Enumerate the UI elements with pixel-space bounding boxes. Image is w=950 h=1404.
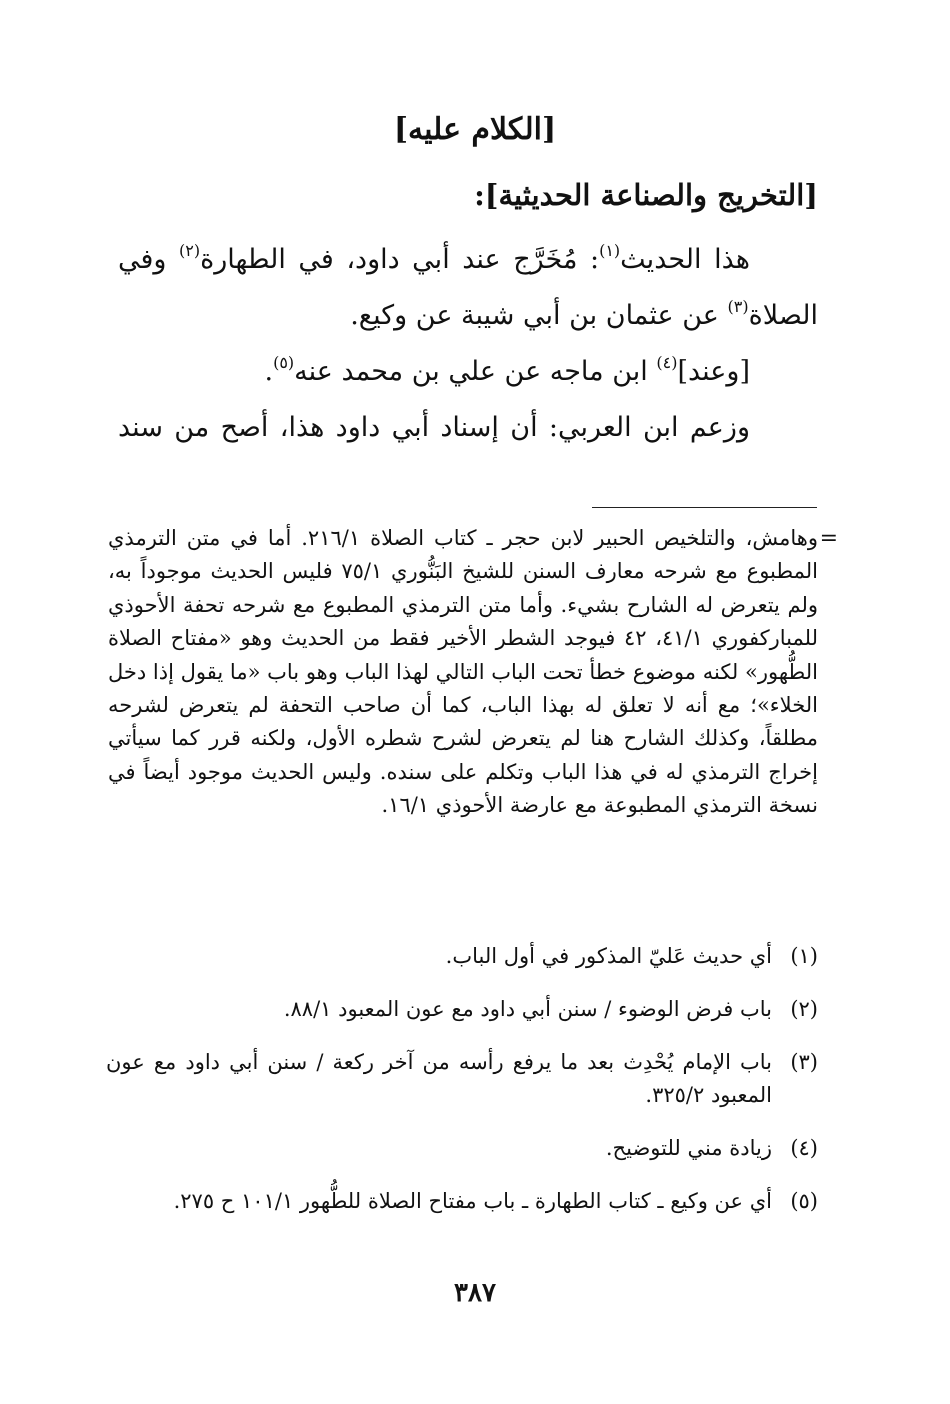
footnotes-list [106,940,818,1238]
p1-text-a: هذا الحديث [620,244,750,275]
footnote-ref-5: (٥) [273,353,295,372]
footnote-ref-3: (٣) [727,297,749,316]
p1-text-b: : مُخَرَّج عند أبي داود، في الطهارة [200,244,600,275]
footnote-text: زيادة مني للتوضيح. [605,1136,772,1160]
main-text [118,232,818,456]
footnote-3 [106,1046,818,1112]
footnote-continuation: وهامش، والتلخيص الحبير لابن حجر ـ كتاب الصلاة ٢١٦/١. أما في متن الترمذي المطبوع مع شرحه معارف السنن للشيخ البَنُّوري ٧٥/١ فليس الحديث موجوداً به، ولم يتعرض له الشارح بشيء. وأما متن الترمذي المطبوع مع شرحه تحفة الأحوذي للمباركفوري ٤١/١، ٤٢ فيوجد الشطر الأخير فقط من الحديث وهو «مفتاح الصلاة الطُّهور» لكنه موضوع خطأ تحت الباب التالي لهذا الباب وهو باب «ما يقول إذا دخل الخلاء»؛ مع أنه لا تعلق له بهذا الباب، كما أن صاحب التحفة لم يتعرض لشرحه مطلقاً، وكذلك الشارح هنا لم يتعرض لشرح شطره الأول، ولكنه قرر كما سيأتي إخراج الترمذي له في هذا الباب وتكلم على سنده. وليس الحديث موجود أيضاً في نسخة الترمذي المطبوعة مع عارضة الأحوذي ١٦/١. [108,526,818,818]
footnote-ref-1: (١) [599,241,621,260]
footnote-1 [106,940,818,973]
footnote-divider [592,507,817,508]
footnote-number: (٥) [790,1189,818,1213]
footnote-5 [106,1185,818,1218]
footnote-number: (٣) [790,1050,818,1074]
p2-text-a: [وعند] [677,356,750,387]
footnote-text: أي حديث عَليّ المذكور في أول الباب. [445,944,772,968]
footnote-number: (١) [790,944,818,968]
footnote-4 [106,1132,818,1165]
paragraph-3: وزعم ابن العربي: أن إسناد أبي داود هذا، أصح من سند [118,412,750,443]
footnote-2 [106,993,818,1026]
footnote-text: باب فرض الوضوء / سنن أبي داود مع عون المعبود ٨٨/١. [283,997,772,1021]
page-number: ٣٨٧ [454,1278,496,1308]
p1-text-c: وفي الصلاة [118,244,818,331]
paragraph-2 [118,344,818,400]
section-title: [الكلام عليه] [393,112,557,147]
footnote-ref-2: (٢) [179,241,201,260]
footnote-text: أي عن وكيع ـ كتاب الطهارة ـ باب مفتاح الصلاة للطُّهور ١٠١/١ ح ٢٧٥. [173,1189,772,1213]
paragraph-1 [118,232,818,344]
p2-text-c: . [264,356,274,387]
p2-text-b: ابن ماجه عن علي بن محمد عنه [294,356,657,387]
footnote-number: (٢) [790,997,818,1021]
footnote-ref-4: (٤) [656,353,678,372]
continuation-mark: = [819,526,838,551]
footnote-number: (٤) [790,1136,818,1160]
p1-text-d: عن عثمان بن أبي شيبة عن وكيع. [350,300,728,331]
footnote-text: باب الإمام يُحْدِث بعد ما يرفع رأسه من آخر ركعة / سنن أبي داود مع عون المعبود ٣٢٥/٢. [106,1050,772,1107]
subheading: [التخريج والصناعة الحديثية]: [474,178,818,212]
